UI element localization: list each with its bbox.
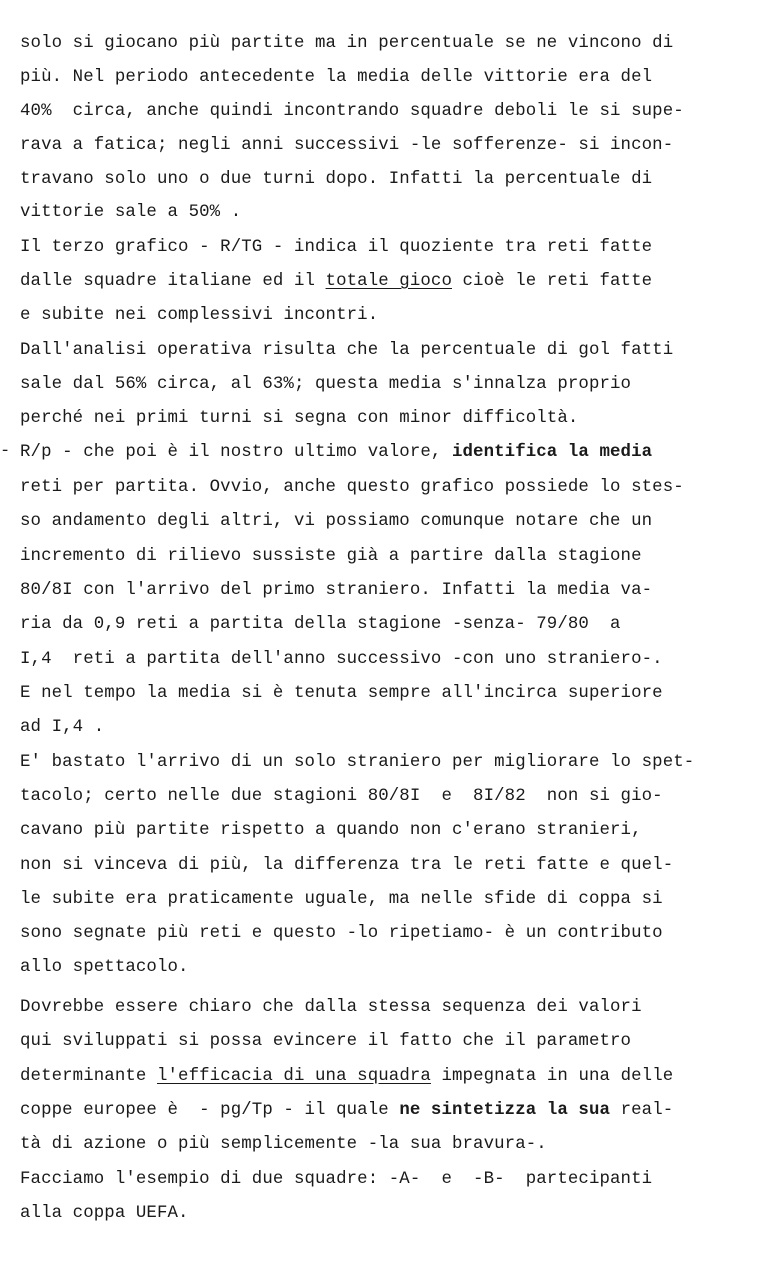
text-line: R/p - che poi è il nostro ultimo valore, identifica la media	[20, 443, 653, 462]
text-line: Dall'analisi operativa risulta che la percentuale di gol fatti	[20, 341, 674, 360]
text-line: ria da 0,9 reti a partita della stagione -senza- 79/80 a	[20, 615, 621, 634]
bold-phrase: identifica la media	[451, 443, 653, 462]
text-line: reti per partita. Ovvio, anche questo grafico possiede lo stes-	[20, 478, 684, 497]
text-line: sale dal 56% circa, al 63%; questa media s'innalza proprio	[20, 375, 632, 394]
text-line: coppe europee è - pg/Tp - il quale ne sintetizza la sua real-	[20, 1101, 674, 1120]
text-line: dalle squadre italiane ed il totale gioco cioè le reti fatte	[20, 272, 653, 291]
text-line: travano solo uno o due turni dopo. Infatti la percentuale di	[20, 170, 653, 189]
text-line: Dovrebbe essere chiaro che dalla stessa sequenza dei valori	[20, 998, 642, 1017]
text-line: E' bastato l'arrivo di un solo straniero per migliorare lo spet-	[20, 753, 695, 772]
text-line: più. Nel periodo antecedente la media delle vittorie era del	[20, 68, 653, 87]
text-line: 40% circa, anche quindi incontrando squadre deboli le si supe-	[20, 102, 684, 121]
text-line: solo si giocano più partite ma in percentuale se ne vincono di	[20, 34, 674, 53]
bold-phrase: ne sintetizza la sua	[399, 1101, 611, 1120]
text-line: 80/8I con l'arrivo del primo straniero. Infatti la media va-	[20, 581, 653, 600]
text-line: alla coppa UEFA.	[20, 1204, 189, 1223]
text-line: I,4 reti a partita dell'anno successivo -con uno straniero-.	[20, 650, 663, 669]
text-line: Il terzo grafico - R/TG - indica il quoziente tra reti fatte	[20, 238, 653, 257]
text-line: so andamento degli altri, vi possiamo comunque notare che un	[20, 512, 653, 531]
text-line: ad I,4 .	[20, 718, 105, 737]
text-line: rava a fatica; negli anni successivi -le sofferenze- si incon-	[20, 136, 674, 155]
underlined-phrase: totale gioco	[325, 272, 452, 291]
text-line: tà di azione o più semplicemente -la sua bravura-.	[20, 1135, 547, 1154]
text-line: non si vinceva di più, la differenza tra le reti fatte e quel-	[20, 856, 674, 875]
text-line: E nel tempo la media si è tenuta sempre all'incirca superiore	[20, 684, 663, 703]
text-line: qui sviluppati si possa evincere il fatto che il parametro	[20, 1032, 632, 1051]
text-line: le subite era praticamente uguale, ma nelle sfide di coppa si	[20, 890, 663, 909]
underlined-phrase: l'efficacia di una squadra	[156, 1067, 431, 1086]
text-line: Facciamo l'esempio di due squadre: -A- e -B- partecipanti	[20, 1170, 653, 1189]
margin-dash: -	[0, 442, 11, 461]
text-line: e subite nei complessivi incontri.	[20, 306, 379, 325]
text-line: vittorie sale a 50% .	[20, 203, 242, 222]
text-line: allo spettacolo.	[20, 958, 189, 977]
text-line: cavano più partite rispetto a quando non c'erano stranieri,	[20, 821, 642, 840]
text-line: incremento di rilievo sussiste già a partire dalla stagione	[20, 547, 642, 566]
text-line: determinante l'efficacia di una squadra impegnata in una delle	[20, 1067, 674, 1086]
text-line: sono segnate più reti e questo -lo ripetiamo- è un contributo	[20, 924, 663, 943]
text-line: perché nei primi turni si segna con minor difficoltà.	[20, 409, 579, 428]
text-line: tacolo; certo nelle due stagioni 80/8I e 8I/82 non si gio-	[20, 787, 663, 806]
